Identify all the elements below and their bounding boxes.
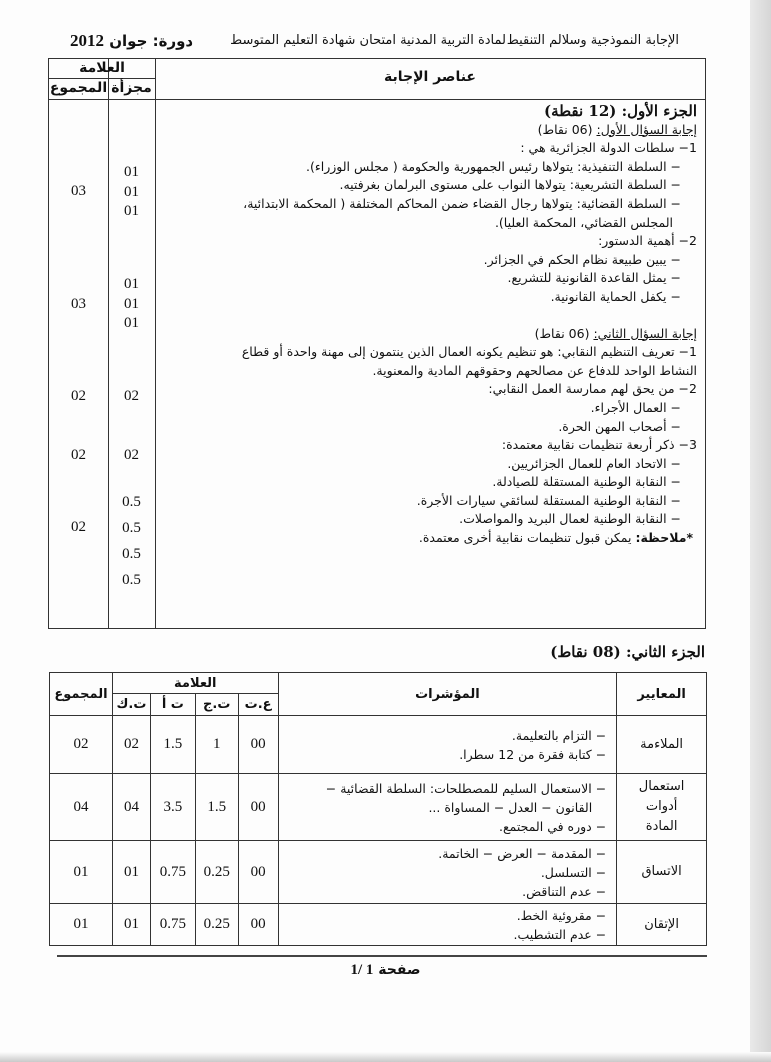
q2-item3-partials — [108, 489, 155, 593]
level-cell: 3.5 — [150, 774, 195, 841]
level-header: ت أ — [150, 694, 195, 716]
total-header: المجموع — [49, 80, 108, 96]
partial-header: مجزأة — [111, 80, 152, 96]
q1-item1-line: − السلطة التنفيذية: يتولاها رئيس الجمهورية والحكومة ( مجلس الوزراء). — [306, 158, 681, 174]
indicators-header: المؤشرات — [278, 673, 617, 716]
q2-points: (06 نقاط) — [534, 325, 590, 341]
scan-edge-shadow — [750, 0, 771, 1062]
document-title: الإجابة النموذجية وسلالم التنقيط — [506, 33, 679, 48]
q2-item3-line: − النقابة الوطنية لعمال البريد والمواصلات. — [459, 511, 681, 527]
q2-item1-line: 1− تعريف التنظيم النقابي: هو تنظيم يكونه العمال الذين ينتمون إلى مهنة واحدة أو قطاع — [241, 344, 697, 360]
partial-mark: 01 — [124, 183, 139, 200]
q2-item2-total: 02 — [71, 447, 86, 463]
level-cell: 00 — [238, 841, 278, 904]
q2-item3-total: 02 — [71, 519, 86, 535]
indicator-line: − التسلسل. — [540, 864, 607, 880]
page-label: صفحة — [378, 962, 421, 978]
level-cell: 1 — [195, 716, 238, 774]
indicator-line: − التزام بالتعليمة. — [511, 727, 607, 743]
level-cell: 1.5 — [150, 716, 195, 774]
criterion-cell — [617, 774, 707, 841]
q2-heading — [161, 325, 697, 344]
q1-item1-line: − السلطة القضائية: يتولاها رجال القضاء ضمن المحاكم المختلفة ( المحكمة الابتدائية، — [243, 195, 681, 211]
page-number: 1/ 1 — [350, 962, 374, 978]
indicator-line: − مقروئية الخط. — [516, 907, 607, 923]
table-divider — [49, 99, 705, 100]
q2-item1-partial: 02 — [124, 388, 139, 404]
q2-item2: 2− من يحق لهم ممارسة العمل النقابي: — [488, 381, 697, 397]
q1-item1-total: 03 — [71, 183, 86, 199]
q1-item2-line: − يكفل الحماية القانونية. — [550, 288, 681, 304]
q1-item2: 2− أهمية الدستور: — [598, 233, 697, 249]
part2-rubric-table — [49, 672, 707, 946]
partial-mark: 01 — [124, 295, 139, 312]
partial-mark: 0.5 — [122, 572, 141, 588]
q2-item3-line: − النقابة الوطنية المستقلة لسائقي سيارات الأجرة. — [416, 492, 681, 508]
q2-item1-total: 02 — [71, 388, 86, 404]
partial-mark: 0.5 — [122, 546, 141, 562]
q1-item1-line: − السلطة التشريعية: يتولاها النواب على مستوى البرلمان بغرفتيه. — [339, 177, 681, 193]
q1-item1-partials — [108, 163, 155, 222]
part1-answers — [161, 102, 697, 548]
footer-divider — [57, 955, 707, 957]
partial-mark: 01 — [124, 203, 139, 219]
table-row — [50, 841, 707, 904]
scan-bottom-shadow — [0, 1052, 771, 1062]
table-divider — [155, 59, 156, 628]
q1-item2-line: − يمثل القاعدة القانونية للتشريع. — [507, 270, 681, 286]
criterion-cell: الملاءمة — [617, 716, 707, 774]
indicators-cell — [278, 716, 617, 774]
level-cell: 00 — [238, 716, 278, 774]
page-footer — [0, 962, 771, 979]
table-row — [50, 774, 707, 841]
partial-mark: 01 — [124, 315, 139, 331]
indicators-cell — [278, 904, 617, 946]
q2-heading-label: إجابة السؤال الثاني: — [593, 325, 697, 341]
q1-item2-line: − يبين طبيعة نظام الحكم في الجزائر. — [483, 251, 681, 267]
grade-header: العلامة — [79, 60, 125, 76]
q2-note — [161, 529, 697, 548]
level-cell: 00 — [238, 774, 278, 841]
q2-item2-line: − العمال الأجراء. — [590, 399, 681, 415]
exam-subject: لمادة التربية المدنية امتحان شهادة التعليم المتوسط — [230, 33, 506, 48]
table-row — [50, 904, 707, 946]
total-cell: 01 — [50, 904, 113, 946]
note-label: *ملاحظة: — [635, 530, 693, 546]
level-cell: 04 — [112, 774, 150, 841]
q1-heading — [161, 121, 697, 140]
note-text: يمكن قبول تنظيمات نقابية أخرى معتمدة. — [418, 530, 636, 546]
level-cell: 0.75 — [150, 841, 195, 904]
grade-header: العلامة — [112, 673, 278, 694]
q1-item2-total: 03 — [71, 296, 86, 312]
session-label: دورة: جوان — [109, 32, 194, 50]
part1-title: الجزء الأول: (12 نقطة) — [543, 102, 697, 120]
partial-mark: 01 — [124, 276, 139, 292]
indicators-cell — [278, 841, 617, 904]
part2-title: الجزء الثاني: (08 نقاط) — [550, 643, 705, 661]
partial-mark: 01 — [124, 164, 139, 180]
level-header: ت.ج — [195, 694, 238, 716]
indicator-line: − كتابة فقرة من 12 سطرا. — [459, 746, 607, 762]
level-header: ت.ك — [112, 694, 150, 716]
indicator-line: − عدم التشطيب. — [513, 926, 607, 942]
q2-item2-partial: 02 — [124, 447, 139, 463]
q1-item1-line: المجلس القضائي، المحكمة العليا). — [494, 214, 673, 230]
level-cell: 01 — [112, 904, 150, 946]
q1-item1: 1− سلطات الدولة الجزائرية هي : — [520, 140, 697, 156]
level-cell: 1.5 — [195, 774, 238, 841]
total-cell: 01 — [50, 841, 113, 904]
part1-answer-table — [48, 58, 706, 629]
indicator-line: − دوره في المجتمع. — [499, 818, 607, 834]
table-row — [50, 716, 707, 774]
level-cell: 0.75 — [150, 904, 195, 946]
total-header: المجموع — [50, 673, 113, 716]
q1-heading-label: إجابة السؤال الأول: — [596, 121, 697, 137]
level-header: ع.ت — [238, 694, 278, 716]
indicator-line: − الاستعمال السليم للمصطلحات: السلطة القضائية − — [325, 780, 607, 796]
q1-points: (06 نقاط) — [537, 121, 593, 137]
criterion-cell: الاتساق — [617, 841, 707, 904]
session-year: 2012 — [70, 31, 104, 50]
answer-elements-header: عناصر الإجابة — [384, 69, 476, 85]
total-cell: 04 — [50, 774, 113, 841]
criteria-header: المعايير — [617, 673, 707, 716]
q2-item3-line: − الاتحاد العام للعمال الجزائريين. — [507, 455, 681, 471]
q2-item3: 3− ذكر أربعة تنظيمات نقابية معتمدة: — [501, 437, 697, 453]
q2-item2-line: − أصحاب المهن الحرة. — [558, 418, 681, 434]
level-cell: 02 — [112, 716, 150, 774]
level-cell: 0.25 — [195, 841, 238, 904]
criterion-cell: الإتقان — [617, 904, 707, 946]
q2-item1-line: النشاط الواحد للدفاع عن مصالحهم وحقوقهم المادية والمعنوية. — [372, 362, 697, 378]
indicator-line: − المقدمة − العرض − الخاتمة. — [438, 845, 607, 861]
indicators-cell — [278, 774, 617, 841]
partial-mark: 0.5 — [122, 520, 141, 536]
table-divider — [49, 78, 155, 79]
partial-mark: 0.5 — [122, 494, 141, 510]
indicator-line: القانون − العدل − المساواة ... — [428, 799, 593, 815]
total-cell: 02 — [50, 716, 113, 774]
level-cell: 00 — [238, 904, 278, 946]
level-cell: 01 — [112, 841, 150, 904]
q1-item2-partials — [108, 275, 155, 334]
indicator-line: − عدم التناقض. — [522, 883, 607, 899]
exam-session — [70, 31, 193, 51]
q2-item3-line: − النقابة الوطنية المستقلة للصيادلة. — [492, 474, 681, 490]
level-cell: 0.25 — [195, 904, 238, 946]
criterion-text: استعمال أدوات المادة — [638, 779, 685, 834]
